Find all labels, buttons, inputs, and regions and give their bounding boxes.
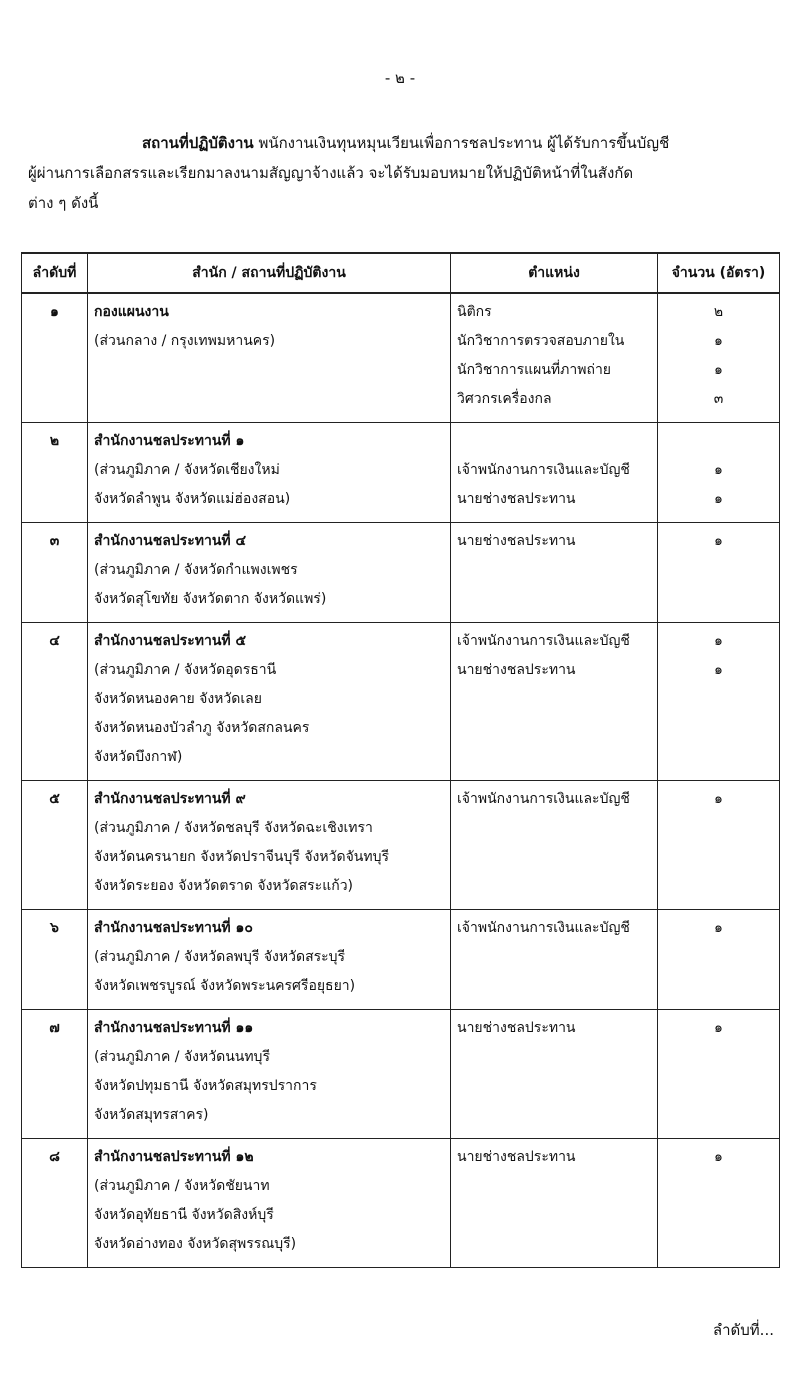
position-count: ๑ (714, 920, 723, 936)
office-name: สำนักงานชลประทานที่ ๑ (94, 433, 245, 449)
office-detail-line: (ส่วนภูมิภาค / จังหวัดลพบุรี จังหวัดสระบุรี (94, 949, 346, 965)
office-cell (88, 1139, 451, 1268)
position-count: ๑ (714, 362, 723, 378)
office-detail-line: (ส่วนภูมิภาค / จังหวัดอุดรธานี (94, 662, 277, 678)
position-count: ๑ (714, 533, 723, 549)
office-detail-line: จังหวัดลำพูน จังหวัดแม่ฮ่องสอน) (94, 491, 291, 507)
page-number: - ๒ - (384, 69, 416, 87)
office-detail-line: จังหวัดอุทัยธานี จังหวัดสิงห์บุรี (94, 1207, 274, 1223)
office-cell (88, 781, 451, 910)
count-cell (658, 910, 780, 1010)
table-row (22, 523, 780, 623)
intro-line-2: ผู้ผ่านการเลือกสรรและเรียกมาลงนามสัญญาจ้างแล้ว จะได้รับมอบหมายให้ปฏิบัติหน้าที่ในสังกัด (28, 164, 634, 182)
office-name: สำนักงานชลประทานที่ ๑๐ (94, 920, 253, 936)
position-name: นักวิชาการแผนที่ภาพถ่าย (457, 362, 612, 378)
office-detail-line: จังหวัดเพชรบูรณ์ จังหวัดพระนครศรีอยุธยา) (94, 978, 356, 994)
table-header-row (22, 253, 780, 293)
office-detail-line: (ส่วนภูมิภาค / จังหวัดชลบุรี จังหวัดฉะเชิงเทรา (94, 820, 373, 836)
office-cell (88, 423, 451, 523)
position-cell (451, 423, 658, 523)
position-name: เจ้าพนักงานการเงินและบัญชี (457, 633, 630, 649)
office-detail-line: (ส่วนภูมิภาค / จังหวัดชัยนาท (94, 1178, 270, 1194)
office-detail-line: จังหวัดอ่างทอง จังหวัดสุพรรณบุรี) (94, 1236, 297, 1252)
position-cell (451, 293, 658, 423)
position-name: นิติกร (457, 304, 492, 320)
table-row (22, 1010, 780, 1139)
office-detail-line: จังหวัดหนองคาย จังหวัดเลย (94, 691, 262, 707)
header-no: ลำดับที่ (22, 253, 88, 293)
position-cell (451, 1010, 658, 1139)
table-row (22, 623, 780, 781)
workplace-table (21, 252, 780, 1268)
header-count: จำนวน (อัตรา) (658, 253, 780, 293)
intro-line-3: ต่าง ๆ ดังนี้ (28, 194, 99, 212)
position-cell (451, 623, 658, 781)
position-count: ๑ (714, 1020, 723, 1036)
position-count: ๑ (714, 791, 723, 807)
office-detail-line: จังหวัดระยอง จังหวัดตราด จังหวัดสระแก้ว) (94, 878, 354, 894)
header-office: สำนัก / สถานที่ปฏิบัติงาน (88, 253, 451, 293)
row-number: ๔ (22, 623, 88, 781)
office-detail-line: จังหวัดสุโขทัย จังหวัดตาก จังหวัดแพร่) (94, 591, 327, 607)
office-detail-line: (ส่วนภูมิภาค / จังหวัดเชียงใหม่ (94, 462, 280, 478)
office-detail-line: จังหวัดหนองบัวลำภู จังหวัดสกลนคร (94, 720, 310, 736)
office-cell (88, 910, 451, 1010)
office-cell (88, 293, 451, 423)
position-name: นายช่างชลประทาน (457, 1149, 576, 1165)
office-detail-line: จังหวัดบึงกาฬ) (94, 749, 183, 765)
row-number: ๓ (22, 523, 88, 623)
office-detail-line: (ส่วนกลาง / กรุงเทพมหานคร) (94, 333, 276, 349)
office-cell (88, 523, 451, 623)
table-row (22, 781, 780, 910)
position-name: นายช่างชลประทาน (457, 662, 576, 678)
continuation-note: ลำดับที่... (712, 1321, 774, 1339)
position-count: ๑ (714, 462, 723, 478)
position-name: วิศวกรเครื่องกล (457, 391, 552, 407)
spacer (664, 427, 773, 456)
count-cell (658, 781, 780, 910)
position-count: ๑ (714, 633, 723, 649)
intro-paragraph (28, 128, 780, 218)
count-cell (658, 623, 780, 781)
office-detail-line: จังหวัดนครนายก จังหวัดปราจีนบุรี จังหวัดจันทบุรี (94, 849, 389, 865)
row-number: ๕ (22, 781, 88, 910)
office-detail-line: จังหวัดปทุมธานี จังหวัดสมุทรปราการ (94, 1078, 317, 1094)
count-cell (658, 293, 780, 423)
intro-lead-bold: สถานที่ปฏิบัติงาน (142, 134, 254, 152)
row-number: ๗ (22, 1010, 88, 1139)
position-cell (451, 910, 658, 1010)
position-count: ๒ (713, 304, 724, 320)
table-row (22, 910, 780, 1010)
position-name: นายช่างชลประทาน (457, 1020, 576, 1036)
position-name: เจ้าพนักงานการเงินและบัญชี (457, 791, 630, 807)
office-name: สำนักงานชลประทานที่ ๑๒ (94, 1149, 254, 1165)
office-name: สำนักงานชลประทานที่ ๑๑ (94, 1020, 254, 1036)
count-cell (658, 423, 780, 523)
count-cell (658, 523, 780, 623)
position-name: เจ้าพนักงานการเงินและบัญชี (457, 920, 630, 936)
position-count: ๑ (714, 491, 723, 507)
position-name: นายช่างชลประทาน (457, 533, 576, 549)
row-number: ๘ (22, 1139, 88, 1268)
intro-line-1-rest: พนักงานเงินทุนหมุนเวียนเพื่อการชลประทาน ผู้ได้รับการขึ้นบัญชี (253, 134, 670, 152)
row-number: ๒ (22, 423, 88, 523)
row-number: ๖ (22, 910, 88, 1010)
position-count: ๓ (713, 391, 724, 407)
header-position: ตำแหน่ง (451, 253, 658, 293)
table-row (22, 423, 780, 523)
office-detail-line: (ส่วนภูมิภาค / จังหวัดกำแพงเพชร (94, 562, 298, 578)
row-number: ๑ (22, 293, 88, 423)
position-cell (451, 1139, 658, 1268)
count-cell (658, 1010, 780, 1139)
intro-line-1 (28, 128, 780, 158)
office-cell (88, 1010, 451, 1139)
table-row (22, 1139, 780, 1268)
office-name: สำนักงานชลประทานที่ ๙ (94, 791, 246, 807)
spacer (457, 427, 651, 456)
position-count: ๑ (714, 662, 723, 678)
position-cell (451, 523, 658, 623)
position-count: ๑ (714, 333, 723, 349)
office-detail-line: (ส่วนภูมิภาค / จังหวัดนนทบุรี (94, 1049, 270, 1065)
office-name: กองแผนงาน (94, 304, 169, 320)
office-detail-line: จังหวัดสมุทรสาคร) (94, 1107, 209, 1123)
position-name: เจ้าพนักงานการเงินและบัญชี (457, 462, 630, 478)
office-name: สำนักงานชลประทานที่ ๕ (94, 633, 247, 649)
position-name: นายช่างชลประทาน (457, 491, 576, 507)
position-cell (451, 781, 658, 910)
table-row (22, 293, 780, 423)
office-cell (88, 623, 451, 781)
count-cell (658, 1139, 780, 1268)
position-name: นักวิชาการตรวจสอบภายใน (457, 333, 625, 349)
position-count: ๑ (714, 1149, 723, 1165)
office-name: สำนักงานชลประทานที่ ๔ (94, 533, 247, 549)
